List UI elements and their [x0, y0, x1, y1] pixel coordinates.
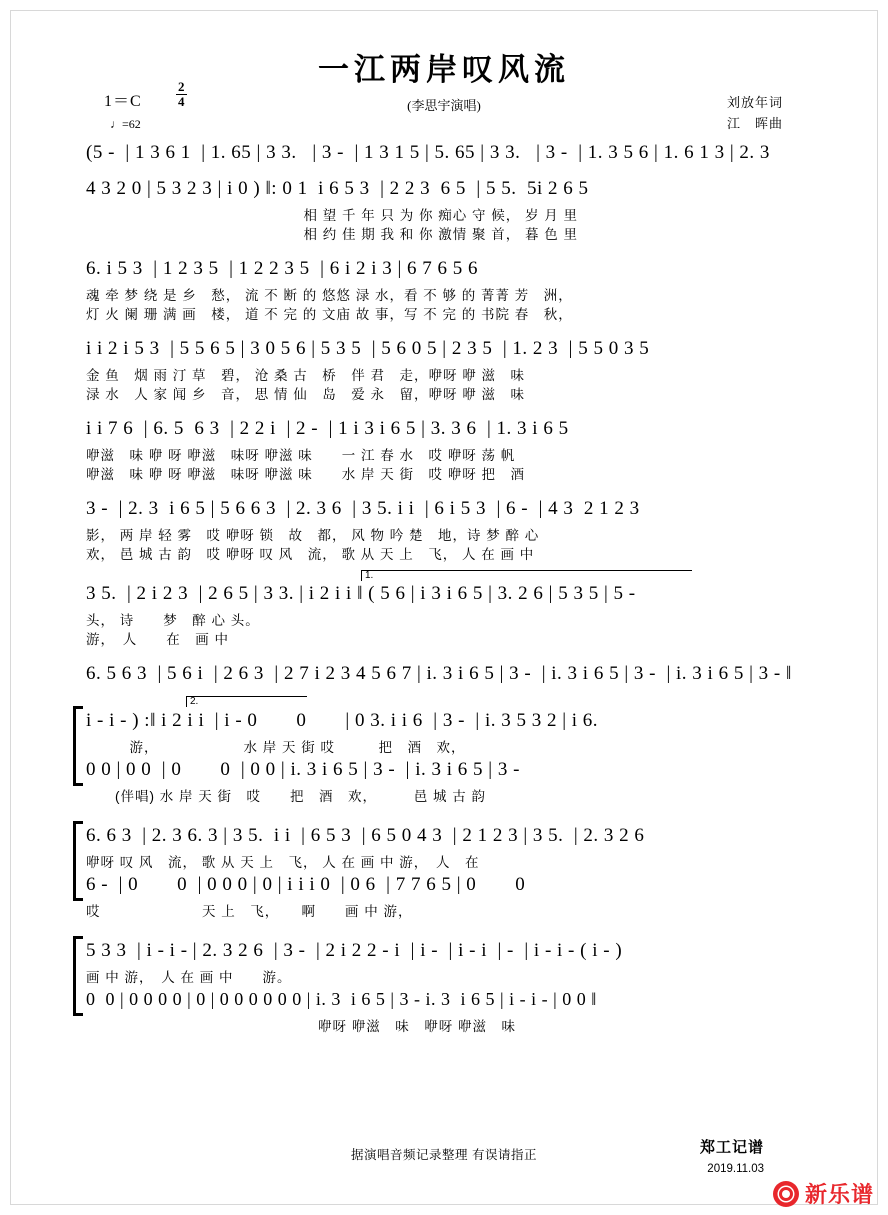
lyric-line-verse1: 金 鱼 烟 雨 汀 草 碧， 沧 桑 古 桥 伴 君 走，咿呀 咿 滋 味 [86, 368, 526, 383]
scribe-date: 2019.11.03 [707, 1163, 764, 1175]
music-system-group [86, 940, 810, 1038]
volta-bracket-2 [186, 696, 307, 707]
music-system [86, 418, 810, 486]
system-brace [73, 936, 83, 1016]
music-system-group [86, 825, 810, 923]
lyric-line-verse2: 相 约 佳 期 我 和 你 激情 聚 首， 暮 色 里 [86, 227, 579, 242]
lyric-line-verse2: 咿滋 味 咿 呀 咿滋 味呀 咿滋 味 水 岸 天 街 哎 咿呀 把 酒 [86, 467, 526, 482]
lyric-line-upper: 画 中 游， 人 在 画 中 游。 [86, 970, 292, 985]
lyric-line-verse1: 影， 两 岸 轻 雾 哎 咿呀 锁 故 都， 风 物 吟 楚 地，诗 梦 醉 心 [86, 528, 540, 543]
notation-line-upper: i - i - ) :‖ i 2 i i | i - 0 0 | 0 3. i i 6 | 3 - | i. 3 5 3 2 | i 6. [86, 710, 599, 731]
tempo-marking: ♩=62 [110, 117, 141, 131]
composer-credit: 江 晖曲 [726, 116, 783, 131]
volta-bracket-1 [361, 570, 692, 581]
music-system [86, 498, 810, 566]
notation-line: i i 2 i 5 3 | 5 5 6 5 | 3 0 5 6 | 5 3 5 | 5 6 0 5 | 2 3 5 | 1. 2 3 | 5 5 0 3 5 [86, 338, 650, 359]
notation-line-upper: 5 3 3 | i - i - | 2. 3 2 6 | 3 - | 2 i 2 2 - i | i - | i - i | - | i - i - ( i - ) [86, 940, 623, 961]
vinyl-record-icon [773, 1181, 799, 1207]
volta-label: 2. [190, 696, 199, 707]
lyric-line-verse2: 游， 人 在 画 中 [86, 632, 230, 647]
music-system [86, 178, 810, 246]
system-brace [73, 821, 83, 901]
music-body [86, 142, 810, 1038]
notation-line: 6. 5 6 3 | 5 6 i | 2 6 3 | 2 7 i 2 3 4 5 6 7 | i. 3 i 6 5 | 3 - | i. 3 i 6 5 | 3 - | i. 3 i 6 5 | 3 - ‖ [86, 663, 792, 684]
source-note: 据演唱音频记录整理 有误请指正 [351, 1148, 537, 1162]
notation-line-lower: 0 0 | 0 0 | 0 0 | 0 0 | i. 3 i 6 5 | 3 - | i. 3 i 6 5 | 3 - [86, 759, 520, 780]
lyric-line-verse2: 灯 火 阑 珊 满 画 楼， 道 不 完 的 文庙 故 事，写 不 完 的 书院 春 秋， [86, 307, 573, 322]
notation-line: 3 - | 2. 3 i 6 5 | 5 6 6 3 | 2. 3 6 | 3 5. i i | 6 i 5 3 | 6 - | 4 3 2 1 2 3 [86, 498, 640, 519]
system-brace [73, 706, 83, 786]
scribe-credit: 郑工记谱 [699, 1139, 764, 1156]
lyric-line-verse1: 头， 诗 梦 醉 心 头。 [86, 613, 260, 628]
lyric-line-verse2: 欢， 邑 城 古 韵 哎 咿呀 叹 风 流， 歌 从 天 上 飞， 人 在 画 中 [86, 547, 535, 562]
notation-line: i i 7 6 | 6. 5 6 3 | 2 2 i | 2 - | 1 i 3 i 6 5 | 3. 3 6 | 1. 3 i 6 5 [86, 418, 569, 439]
lyric-line-verse2: 渌 水 人 家 闻 乡 音， 思 情 仙 岛 爱 永 留，咿呀 咿 滋 味 [86, 387, 526, 402]
music-system [86, 570, 810, 651]
time-signature [176, 80, 187, 108]
notation-line: (5 - | 1 3 6 1 | 1. 65 | 3 3. | 3 - | 1 3 1 5 | 5. 65 | 3 3. | 3 - | 1. 3 5 6 | 1. 6 1 3 | 2. 3 [86, 142, 770, 163]
meter-numerator: 2 [178, 79, 185, 94]
notation-line: 6. i 5 3 | 1 2 3 5 | 1 2 2 3 5 | 6 i 2 i 3 | 6 7 6 5 6 [86, 258, 479, 279]
lyric-line-lower: (伴唱) 水 岸 天 街 哎 把 酒 欢， 邑 城 古 韵 [86, 789, 486, 804]
music-system-group [86, 696, 810, 808]
volta-label: 1. [365, 570, 374, 581]
music-system [86, 338, 810, 406]
meter-denominator: 4 [178, 93, 185, 109]
performer-credit: (李思宇演唱) [407, 98, 481, 113]
notation-line-upper: 6. 6 3 | 2. 3 6. 3 | 3 5. i i | 6 5 3 | 6 5 0 4 3 | 2 1 2 3 | 3 5. | 2. 3 2 6 [86, 825, 645, 846]
notation-line-lower: 6 - | 0 0 | 0 0 0 | 0 | i i i 0 | 0 6 | 7 7 6 5 | 0 0 [86, 874, 526, 895]
lyric-line-lower: 咿呀 咿滋 味 咿呀 咿滋 味 [86, 1019, 517, 1034]
music-system [86, 258, 810, 326]
watermark [773, 1178, 874, 1209]
lyric-line-upper: 咿呀 叹 风 流， 歌 从 天 上 飞， 人 在 画 中 游， 人 在 [86, 855, 480, 870]
notation-line: 3 5. | 2 i 2 3 | 2 6 5 | 3 3. | i 2 i i ‖ ( 5 6 | i 3 i 6 5 | 3. 2 6 | 5 3 5 | 5 - [86, 583, 636, 604]
page-title: 一江两岸叹风流 [318, 52, 570, 87]
lyric-line-verse1: 咿滋 味 咿 呀 咿滋 味呀 咿滋 味 一 江 春 水 哎 咿呀 荡 帆 [86, 448, 516, 463]
notation-line-lower: 0 0 | 0 0 0 0 | 0 | 0 0 0 0 0 0 | i. 3 i 6 5 | 3 - i. 3 i 6 5 | i - i - | 0 0 ‖ [86, 989, 597, 1009]
lyricist-credit: 刘放年词 [726, 95, 783, 110]
notation-line: 4 3 2 0 | 5 3 2 3 | i 0 ) ‖: 0 1 i 6 5 3 | 2 2 3 6 5 | 5 5. 5i 2 6 5 [86, 178, 589, 199]
lyric-line-verse1: 魂 牵 梦 绕 是 乡 愁， 流 不 断 的 悠悠 渌 水，看 不 够 的 菁菁 芳 洲， [86, 288, 573, 303]
lyric-line-verse1: 相 望 千 年 只 为 你 痴心 守 候， 岁 月 里 [86, 208, 579, 223]
music-system [86, 142, 810, 172]
lyric-line-lower: 哎 天 上 飞， 啊 画 中 游， [86, 904, 413, 919]
key-signature: 1＝C [104, 93, 142, 110]
music-system [86, 663, 810, 693]
watermark-label: 新乐谱 [804, 1182, 874, 1207]
lyric-line-upper: 游， 水 岸 天 街 哎 把 酒 欢， [86, 740, 466, 755]
